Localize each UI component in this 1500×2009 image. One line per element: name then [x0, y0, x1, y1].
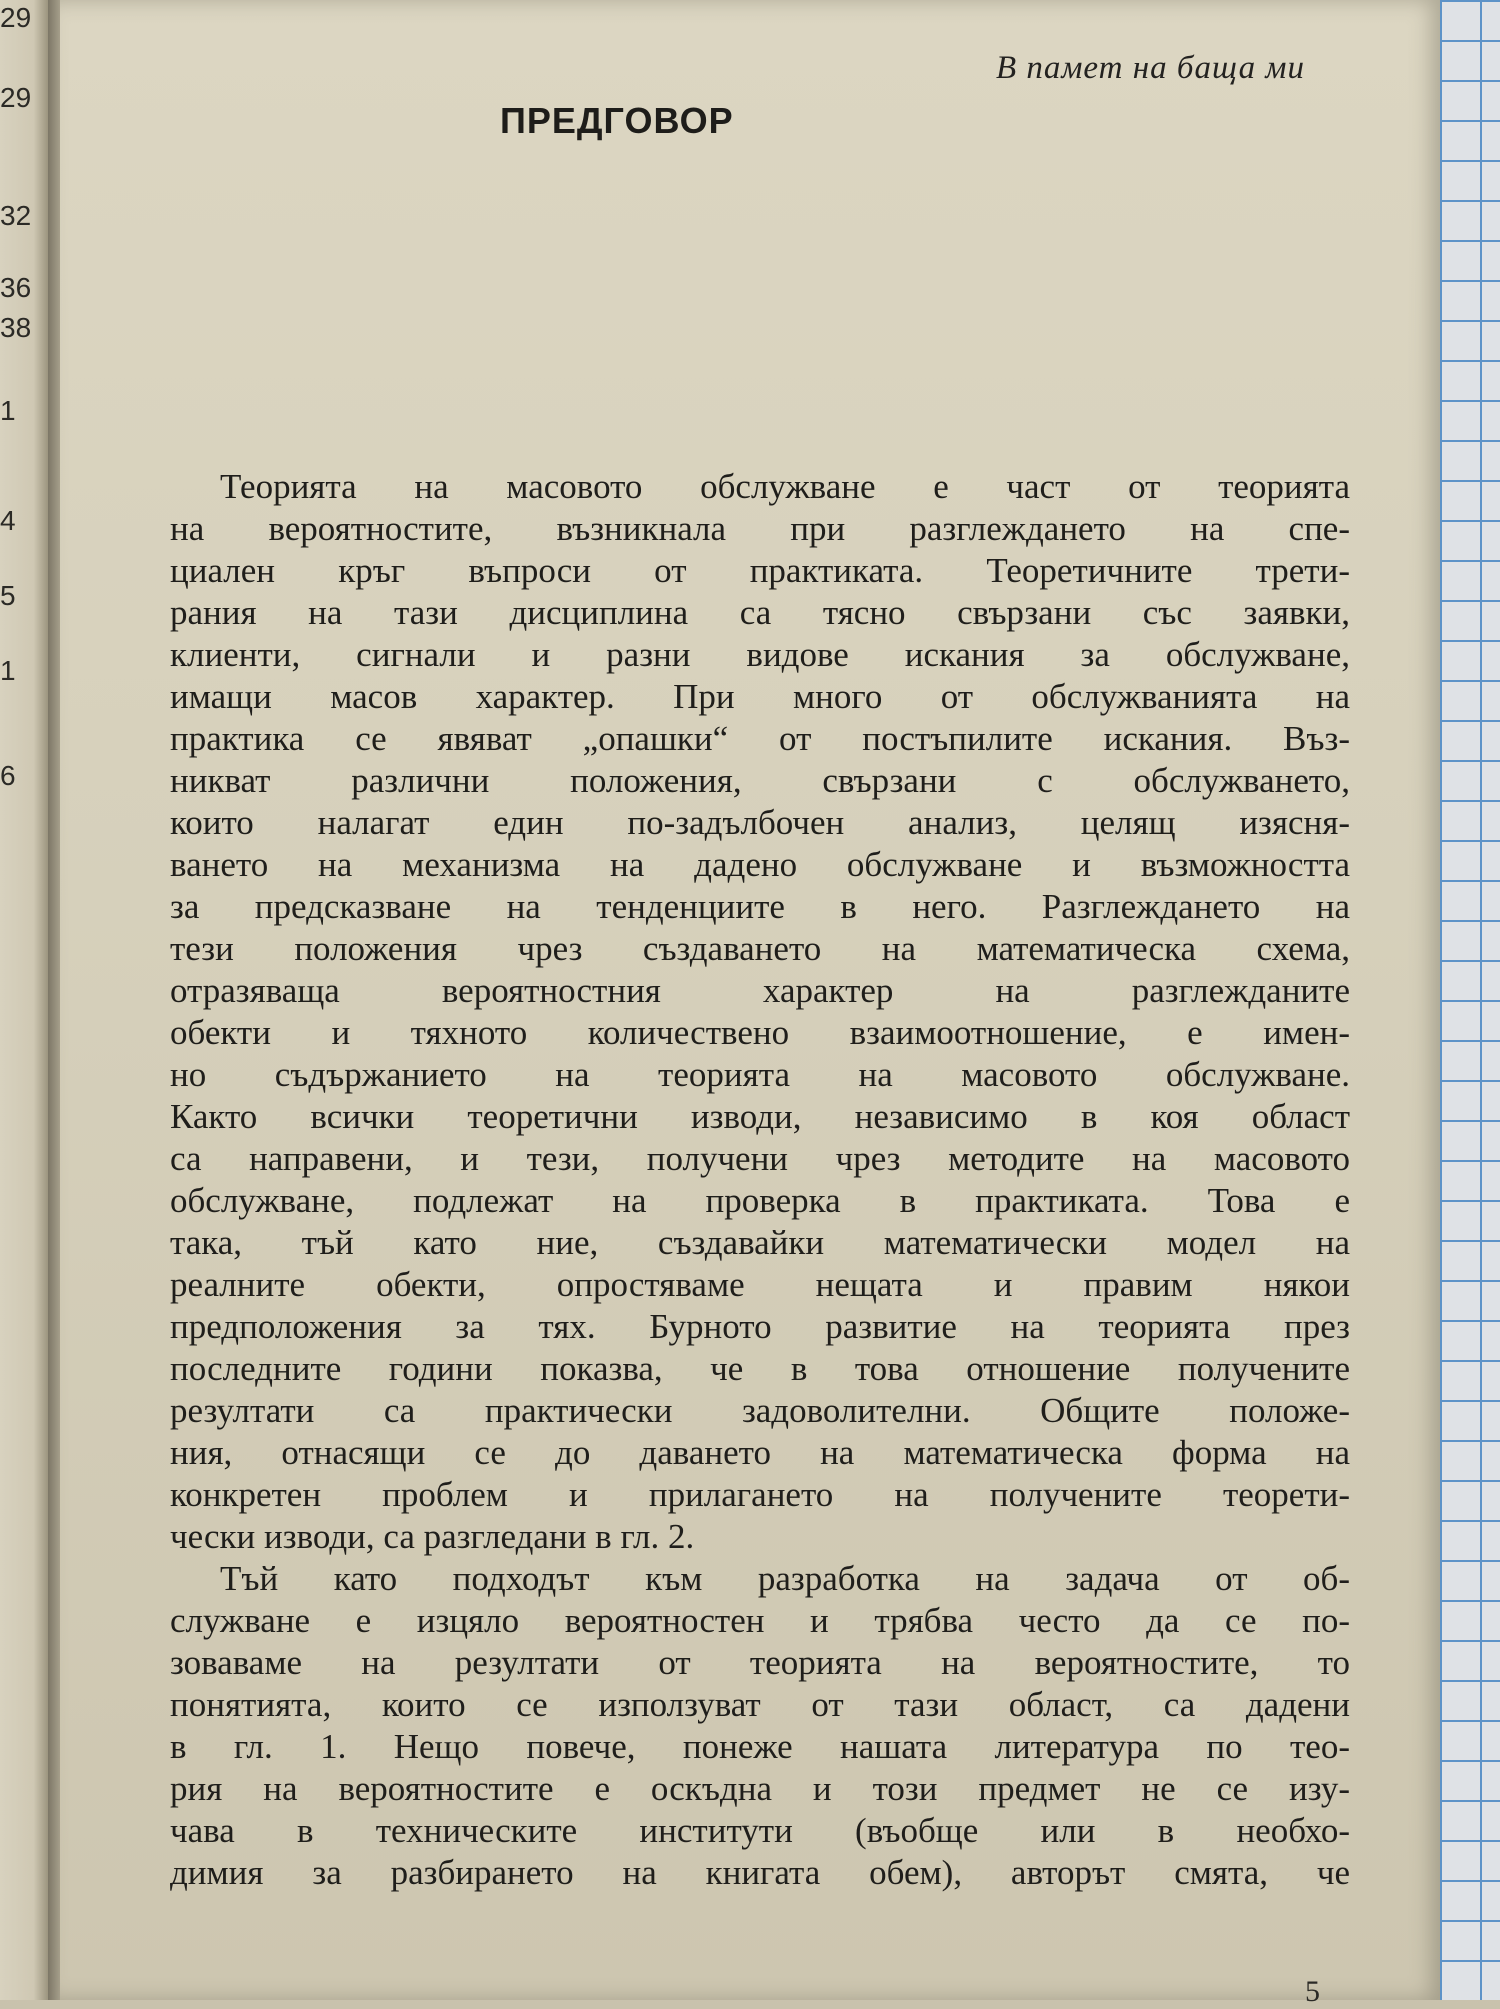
- text-line: чески изводи, са разгледани в гл. 2.: [170, 1517, 695, 1556]
- previous-page-number: 4: [0, 505, 16, 536]
- previous-page-number: 38: [0, 312, 32, 343]
- text-line: чава в техническите институти (въобще или в необхо-: [170, 1811, 1350, 1850]
- page-number: 5: [1305, 1975, 1320, 2008]
- text-line: които налагат един по-задълбочен анализ, целящ изясня-: [170, 803, 1350, 842]
- text-line: в гл. 1. Нещо повече, понеже нашата литература по тео-: [170, 1727, 1350, 1766]
- text-line: служване е изцяло вероятностен и трябва често да се по-: [170, 1601, 1350, 1640]
- text-line: зоваваме на резултати от теорията на вероятностите, то: [170, 1643, 1350, 1682]
- previous-page-number: 36: [0, 272, 32, 303]
- text-line: реалните обекти, опростяваме нещата и правим някои: [170, 1265, 1350, 1304]
- text-line: ния, отнасящи се до даването на математическа форма на: [170, 1433, 1350, 1472]
- previous-page-number: 5: [0, 580, 16, 611]
- text-line: клиенти, сигнали и разни видове искания за обслужване,: [170, 635, 1350, 674]
- text-line: на вероятностите, възникнала при разглеждането на спе-: [170, 509, 1350, 548]
- text-line: но съдържанието на теорията на масовото обслужване.: [170, 1055, 1350, 1094]
- text-line: за предсказване на тенденциите в него. Разглеждането на: [170, 887, 1350, 926]
- book-page: [60, 0, 1445, 2008]
- dedication: В памет на баща ми: [995, 50, 1305, 86]
- text-line: отразяваща вероятностния характер на разглежданите: [170, 971, 1350, 1010]
- previous-page-number: 29: [0, 82, 32, 113]
- text-line: Както всички теоретични изводи, независимо в коя област: [170, 1097, 1350, 1136]
- text-line: практика се явяват „опашки“ от постъпилите искания. Въз-: [170, 719, 1350, 758]
- text-line: обслужване, подлежат на проверка в практиката. Това е: [170, 1181, 1350, 1220]
- text-line: последните години показва, че в това отношение получените: [170, 1349, 1350, 1388]
- previous-page-number: 6: [0, 760, 16, 791]
- graph-paper-background: [1440, 0, 1500, 2000]
- previous-page-number: 29: [0, 2, 32, 33]
- text-line: конкретен проблем и прилагането на получените теорети-: [170, 1475, 1350, 1514]
- text-line: понятията, които се използуват от тази област, са дадени: [170, 1685, 1350, 1724]
- text-line: така, тъй като ние, създавайки математически модел на: [170, 1223, 1350, 1262]
- preface-body: [170, 466, 1350, 1894]
- text-line: са направени, и тези, получени чрез методите на масовото: [170, 1139, 1350, 1178]
- text-line: ването на механизма на дадено обслужване и възможността: [170, 845, 1350, 884]
- text-line: обекти и тяхното количествено взаимоотношение, е имен-: [170, 1013, 1350, 1052]
- page-title: ПРЕДГОВОР: [500, 100, 734, 141]
- text-line: имащи масов характер. При много от обслужванията на: [170, 677, 1350, 716]
- text-line: рия на вероятностите е оскъдна и този предмет не се изу-: [170, 1769, 1350, 1808]
- text-line: Теорията на масовото обслужване е част от теорията: [220, 467, 1350, 506]
- previous-page-number: 1: [0, 395, 16, 426]
- text-line: предположения за тях. Бурното развитие на теорията през: [170, 1307, 1350, 1346]
- text-line: никват различни положения, свързани с обслужването,: [170, 761, 1350, 800]
- previous-page-edge: [0, 0, 48, 2000]
- text-line: рания на тази дисциплина са тясно свързани със заявки,: [170, 593, 1350, 632]
- text-line: циален кръг въпроси от практиката. Теоретичните трети-: [170, 551, 1350, 590]
- previous-page-number: 32: [0, 200, 32, 231]
- text-line: Тъй като подходът към разработка на задача от об-: [220, 1559, 1350, 1598]
- text-line: димия за разбирането на книгата обем), авторът смята, че: [170, 1853, 1350, 1892]
- text-line: резултати са практически задоволителни. Общите положе-: [170, 1391, 1350, 1430]
- text-line: тези положения чрез създаването на математическа схема,: [170, 929, 1350, 968]
- previous-page-number: 1: [0, 655, 16, 686]
